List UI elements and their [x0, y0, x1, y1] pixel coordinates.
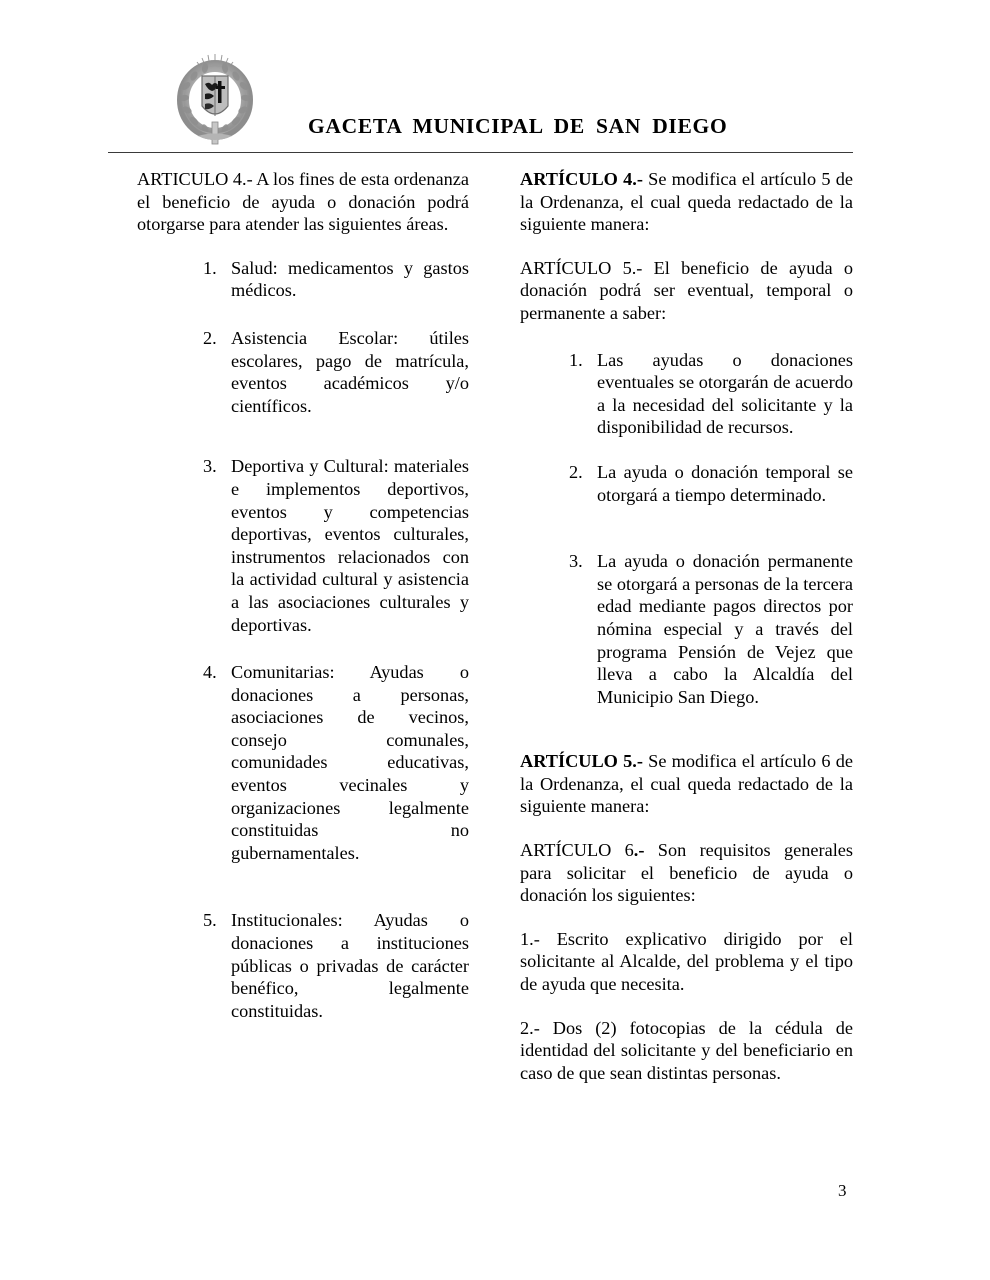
- list-item-number: 1.: [203, 257, 217, 278]
- list-item-text: La ayuda o donación temporal se otorgará a tiempo determinado.: [597, 461, 853, 505]
- requirement-item-1: 1.- Escrito explicativo dirigido por el solicitante al Alcalde, del problema y el tipo de ayuda que necesita.: [520, 928, 853, 995]
- list-item: [555, 349, 853, 439]
- section-spacer: [520, 708, 853, 750]
- list-item-number: 3.: [569, 551, 583, 572]
- article-6-label: ARTÍCULO 6: [520, 840, 634, 861]
- list-item-number: 4.: [203, 662, 217, 683]
- left-column: [137, 168, 469, 1047]
- left-ordered-list: [189, 257, 469, 1023]
- list-item: [555, 461, 853, 506]
- list-item-number: 2.: [569, 461, 583, 482]
- list-item-number: 2.: [203, 327, 217, 348]
- left-intro-paragraph: ARTICULO 4.- A los fines de esta ordenanza el beneficio de ayuda o donación podrá otorgarse para atender las siguientes áreas.: [137, 169, 469, 235]
- article-5-body: Se modifica el artículo 6 de la Ordenanza, el cual queda redactado de la siguiente manera:: [520, 751, 853, 817]
- right-ordered-list: [555, 349, 853, 709]
- list-item-number: 1.: [569, 349, 583, 370]
- list-item: [189, 327, 469, 417]
- page-number: 3: [838, 1181, 847, 1200]
- coat-of-arms-icon: [172, 50, 258, 154]
- article-5-paragraph: [520, 750, 853, 818]
- list-item-text: Salud: medicamentos y gastos médicos.: [231, 257, 469, 301]
- article-5-text: ARTÍCULO 5.- El beneficio de ayuda o donación podrá ser eventual, temporal o permanente a saber:: [520, 257, 853, 323]
- article-6-body: Son requisitos generales para solicitar el beneficio de ayuda o donación los siguientes:: [520, 840, 853, 906]
- list-item-number: 5.: [203, 910, 217, 931]
- article-4-body: Se modifica el artículo 5 de la Ordenanza, el cual queda redactado de la siguiente manera:: [520, 169, 853, 235]
- list-item-text: Comunitarias: Ayudas o donaciones a personas, asociaciones de vecinos, consejo comunales, comunidades educativas, eventos vecinales y organizaciones legalmente constituidas no gubernamentales.: [231, 662, 469, 863]
- list-item-text: La ayuda o donación permanente se otorgará a personas de la tercera edad mediante pagos directos por nómina especial y a través del programa Pensión de Vejez que lleva a cabo la Alcaldía del Municipio San Diego.: [597, 551, 853, 707]
- article-4-heading: ARTÍCULO 4.-: [520, 169, 643, 189]
- list-item: [189, 257, 469, 302]
- page-title: GACETA MUNICIPAL DE SAN DIEGO: [308, 114, 728, 138]
- header-divider: [108, 152, 853, 153]
- article-4-paragraph: [520, 168, 853, 236]
- requirement-item-2: 2.- Dos (2) fotocopias de la cédula de identidad del solicitante y del beneficiario en caso de que sean distintas personas.: [520, 1017, 853, 1083]
- list-item-text: Institucionales: Ayudas o donaciones a instituciones públicas o privadas de carácter benéfico, legalmente constituidas.: [231, 910, 469, 1021]
- list-item: [189, 661, 469, 864]
- list-item-text: Asistencia Escolar: útiles escolares, pago de matrícula, eventos académicos y/o científicos.: [231, 327, 469, 416]
- article-6-dash: .-: [633, 840, 645, 861]
- list-item-text: Deportiva y Cultural: materiales e implementos deportivos, eventos y competencias deportivas, eventos culturales, instrumentos relacionados con la actividad cultural y asistencia a las asociaciones culturales y deportivas.: [231, 456, 469, 635]
- list-item: [189, 909, 469, 1022]
- article-5-heading: ARTÍCULO 5.-: [520, 751, 643, 772]
- right-column: [520, 168, 853, 1084]
- list-item: [189, 455, 469, 636]
- list-item: [555, 550, 853, 708]
- article-6-paragraph: [520, 839, 853, 907]
- list-item-text: Las ayudas o donaciones eventuales se otorgarán de acuerdo a la necesidad del solicitante y la disponibilidad de recursos.: [597, 349, 853, 438]
- list-item-number: 3.: [203, 456, 217, 477]
- page-header: [108, 48, 853, 144]
